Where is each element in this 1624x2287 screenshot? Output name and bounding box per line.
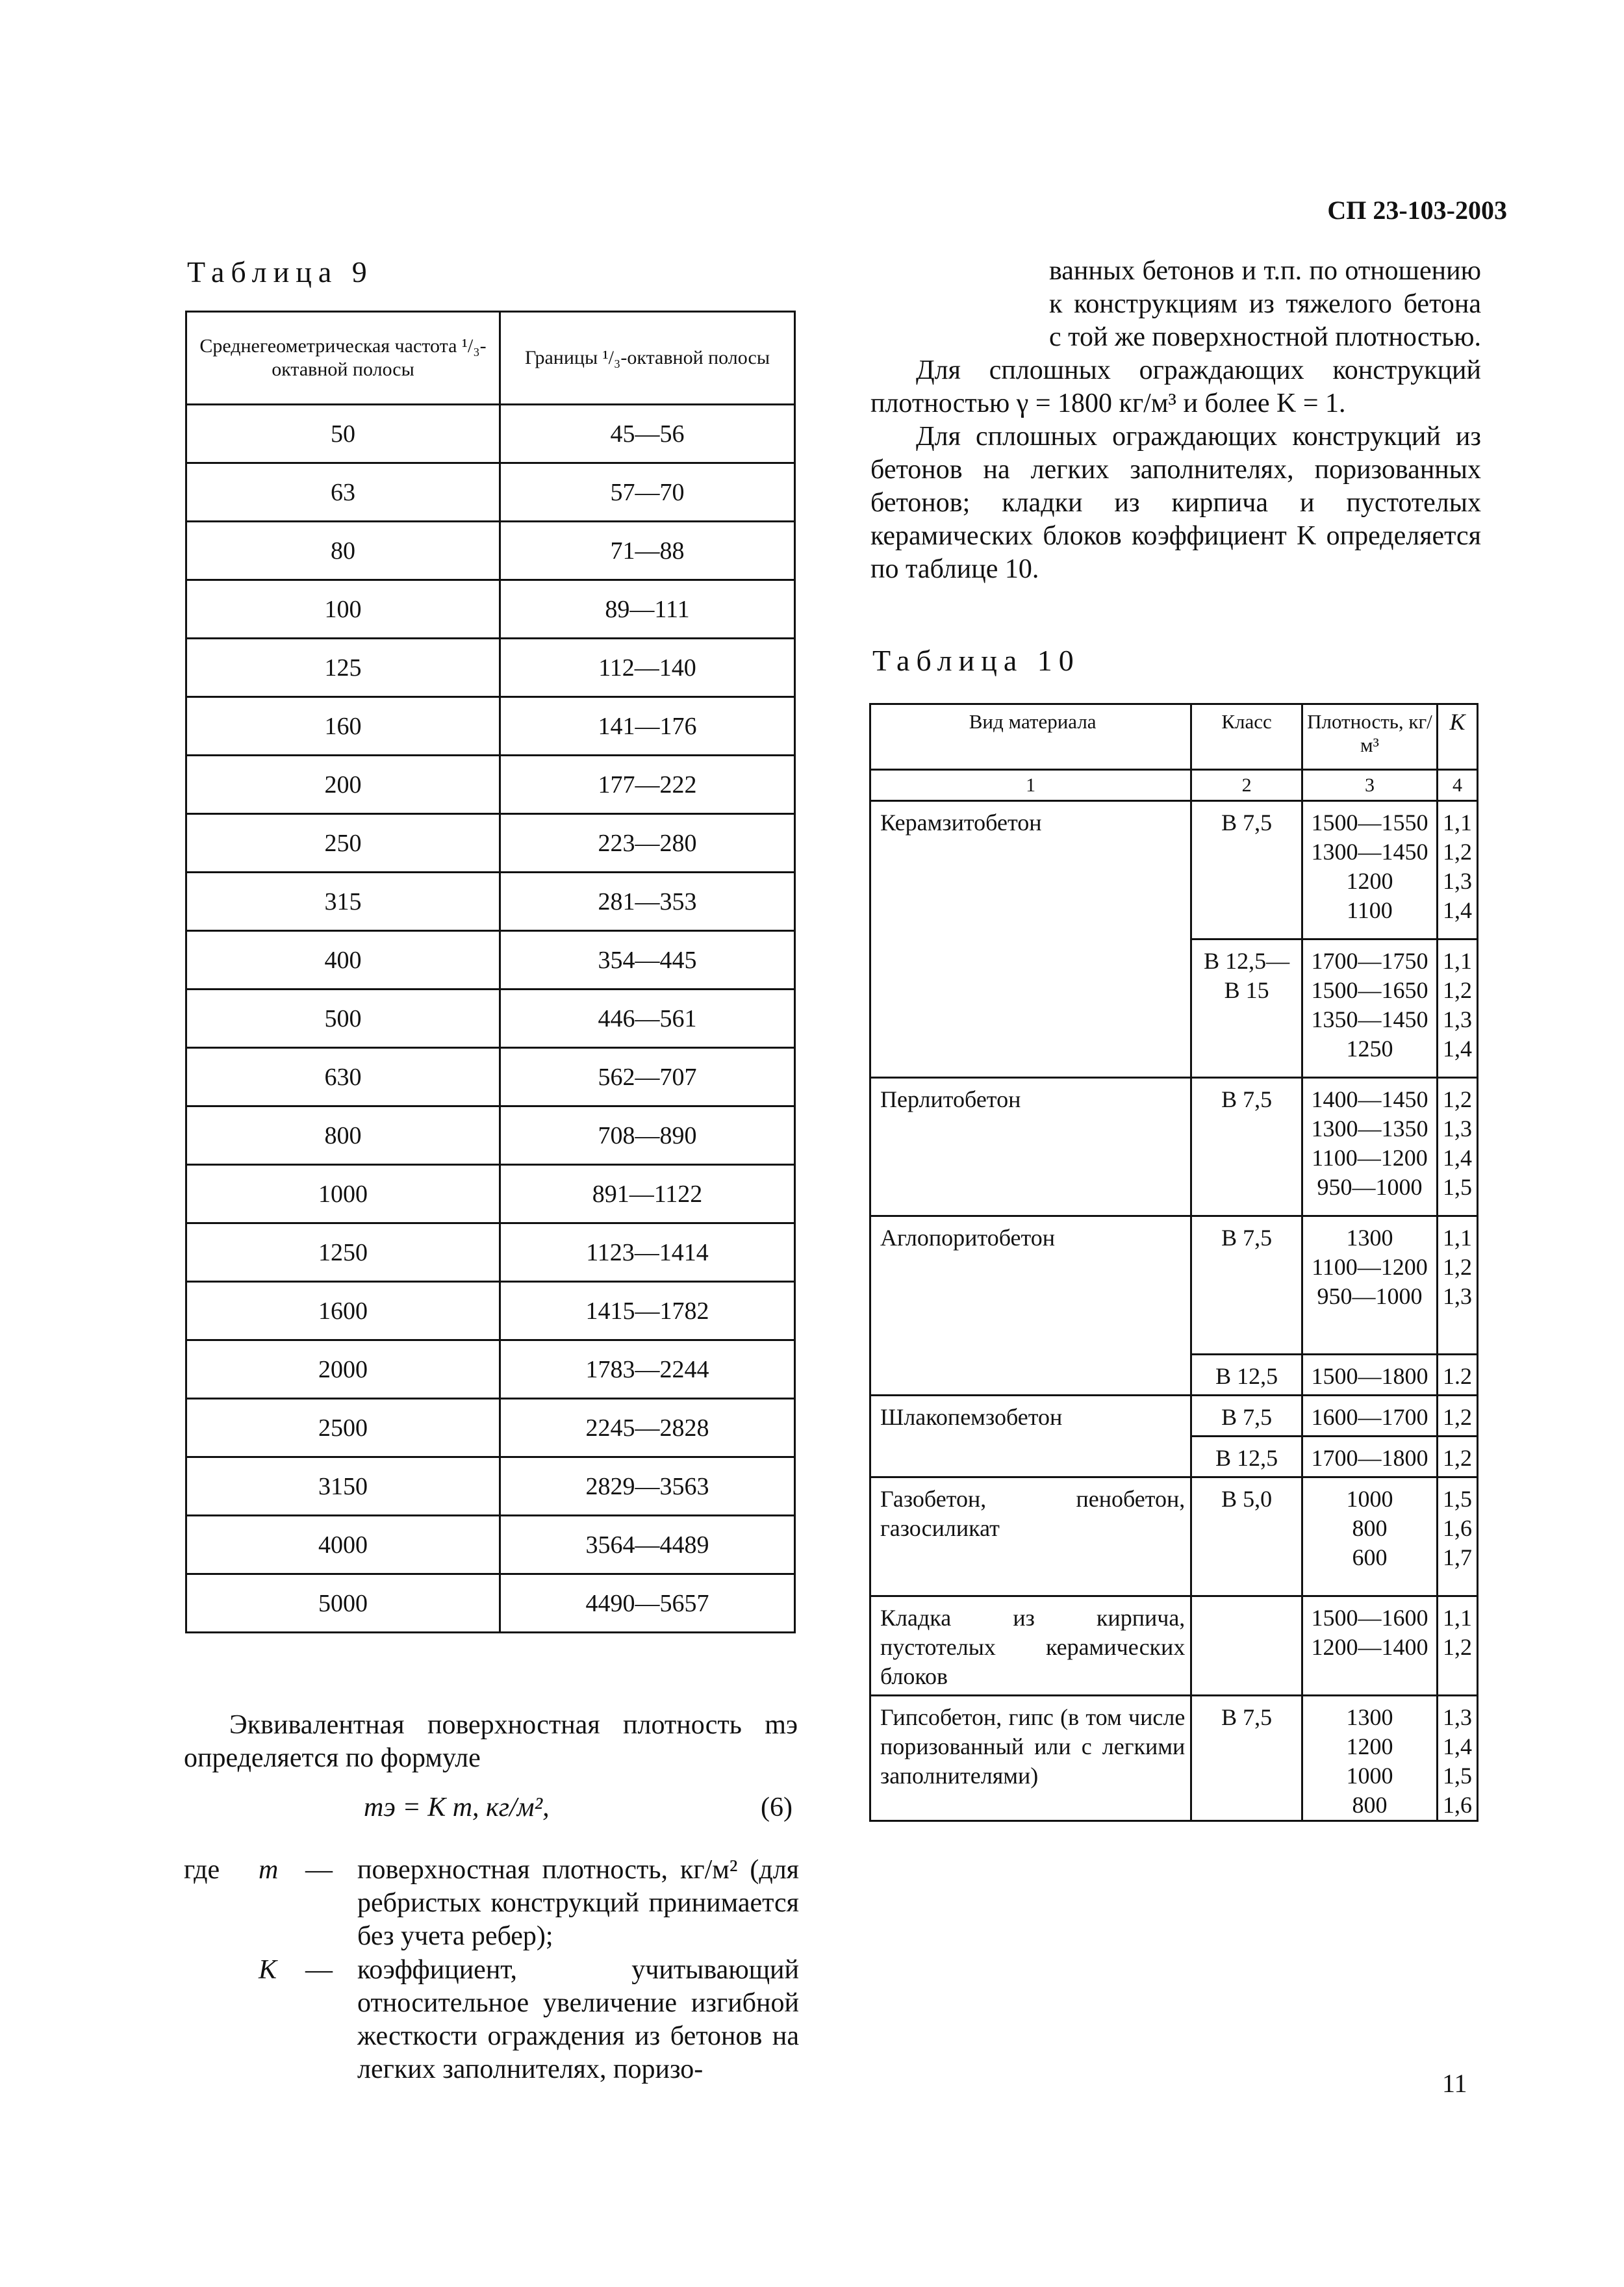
frequency-cell: 4000	[186, 1516, 500, 1574]
frequency-cell: 630	[186, 1048, 500, 1106]
density-cell: 1500—1600 1200—1400	[1302, 1596, 1437, 1696]
table-row	[186, 1340, 795, 1399]
equivalent-density-intro	[184, 1709, 798, 1775]
table-row	[186, 990, 795, 1048]
equivalent-density-text: Эквивалентная поверхностная плотность mэ определяется по формуле	[184, 1710, 798, 1773]
density-cell: 1700—1800	[1302, 1437, 1437, 1477]
table-row	[870, 801, 1478, 939]
band-bounds-cell: 891—1122	[500, 1165, 795, 1223]
table-row	[186, 931, 795, 990]
table-row	[186, 1223, 795, 1282]
density-cell: 1300 1200 1000 800	[1302, 1696, 1437, 1821]
band-bounds-cell: 1783—2244	[500, 1340, 795, 1399]
table-row	[870, 1596, 1478, 1696]
band-bounds-cell: 71—88	[500, 522, 795, 580]
material-cell: Перлитобетон	[870, 1078, 1191, 1216]
density-cell: 1300 1100—1200 950—1000	[1302, 1216, 1437, 1355]
band-bounds-cell: 2829—3563	[500, 1457, 795, 1516]
table9-caption: Таблица 9	[187, 255, 374, 288]
table-row	[186, 814, 795, 873]
frequency-cell: 315	[186, 873, 500, 931]
table-row	[186, 1457, 795, 1516]
table10-caption: Таблица 10	[872, 644, 1080, 677]
table10-colnum: 1	[870, 770, 1191, 801]
band-bounds-cell: 281—353	[500, 873, 795, 931]
table10-colnum: 3	[1302, 770, 1437, 801]
band-bounds-cell: 141—176	[500, 697, 795, 756]
frequency-cell: 3150	[186, 1457, 500, 1516]
band-bounds-cell: 57—70	[500, 463, 795, 522]
k-cell: 1,3 1,4 1,5 1,6	[1438, 1696, 1478, 1821]
table9-header-frequency: Среднегеометрическая частота ¹/₃-октавной полосы	[186, 312, 500, 405]
table-row	[186, 1048, 795, 1106]
table-row	[186, 463, 795, 522]
band-bounds-cell: 354—445	[500, 931, 795, 990]
def-text-m: поверхностная плотность, кг/м² (для ребристых конструкций принимается без учета ребер);	[357, 1855, 799, 1951]
table-row	[186, 697, 795, 756]
band-bounds-cell: 1415—1782	[500, 1282, 795, 1340]
frequency-cell: 1600	[186, 1282, 500, 1340]
paragraph-k-table-ref: Для сплошных ограждающих конструкций из бетонов на легких заполнителях, поризованных бетонов; кладки из кирпича и пустотелых керамических блоков коэффициент K определяется по таблице 10.	[870, 422, 1481, 584]
class-cell: В 7,5	[1191, 1216, 1302, 1355]
frequency-cell: 50	[186, 405, 500, 463]
table10-header-density: Плотность, кг/м³	[1302, 704, 1437, 770]
density-cell: 1600—1700	[1302, 1396, 1437, 1437]
class-cell: В 12,5	[1191, 1437, 1302, 1477]
band-bounds-cell: 112—140	[500, 639, 795, 697]
table-row	[870, 1477, 1478, 1596]
def-dash: —	[305, 1855, 333, 1885]
band-bounds-cell: 177—222	[500, 756, 795, 814]
k-cell: 1,1 1,2	[1438, 1596, 1478, 1696]
class-cell: В 12,5	[1191, 1355, 1302, 1396]
table-row	[186, 522, 795, 580]
band-bounds-cell: 708—890	[500, 1106, 795, 1165]
table-row	[870, 1396, 1478, 1437]
material-cell: Аглопоритобетон	[870, 1216, 1191, 1396]
where-label: где	[184, 1855, 220, 1885]
table10-header-k: K	[1438, 704, 1478, 770]
band-bounds-cell: 562—707	[500, 1048, 795, 1106]
material-cell: Кладка из кирпича, пустотелых керамических блоков	[870, 1596, 1191, 1696]
table-row	[870, 1696, 1478, 1821]
class-cell	[1191, 1596, 1302, 1696]
frequency-cell: 5000	[186, 1574, 500, 1633]
table10-header-class: Класс	[1191, 704, 1302, 770]
band-bounds-cell: 1123—1414	[500, 1223, 795, 1282]
def-text-k: коэффициент, учитывающий относительное увеличение изгибной жесткости ограждения из бетонов на легких заполнителях, поризо-	[357, 1955, 799, 2084]
density-cell: 1500—1550 1300—1450 1200 1100	[1302, 801, 1437, 939]
frequency-cell: 80	[186, 522, 500, 580]
k-cell: 1,2 1,3 1,4 1,5	[1438, 1078, 1478, 1216]
class-cell: В 12,5— В 15	[1191, 939, 1302, 1078]
frequency-cell: 100	[186, 580, 500, 639]
density-cell: 1400—1450 1300—1350 1100—1200 950—1000	[1302, 1078, 1437, 1216]
frequency-cell: 200	[186, 756, 500, 814]
table-row	[186, 405, 795, 463]
material-cell: Гипсобетон, гипс (в том числе поризованный или с легкими заполнителями)	[870, 1696, 1191, 1821]
density-cell: 1000 800 600	[1302, 1477, 1437, 1596]
frequency-cell: 500	[186, 990, 500, 1048]
table10-colnum: 4	[1438, 770, 1478, 801]
material-cell: Газобетон, пенобетон, газосиликат	[870, 1477, 1191, 1596]
table-row	[186, 639, 795, 697]
band-bounds-cell: 45—56	[500, 405, 795, 463]
class-cell: В 7,5	[1191, 1396, 1302, 1437]
material-cell: Шлакопемзобетон	[870, 1396, 1191, 1477]
table-row	[186, 873, 795, 931]
band-bounds-cell: 89—111	[500, 580, 795, 639]
frequency-cell: 2500	[186, 1399, 500, 1457]
class-cell: В 7,5	[1191, 1696, 1302, 1821]
def-symbol-m: m	[259, 1855, 279, 1885]
page-number: 11	[1442, 2069, 1467, 2098]
class-cell: В 7,5	[1191, 801, 1302, 939]
frequency-cell: 125	[186, 639, 500, 697]
k-cell: 1.2	[1438, 1355, 1478, 1396]
band-bounds-cell: 223—280	[500, 814, 795, 873]
frequency-cell: 250	[186, 814, 500, 873]
k-cell: 1,1 1,2 1,3 1,4	[1438, 801, 1478, 939]
table10-header-material: Вид материала	[870, 704, 1191, 770]
material-cell: Керамзитобетон	[870, 801, 1191, 1078]
k-cell: 1,1 1,2 1,3	[1438, 1216, 1478, 1355]
class-cell: В 7,5	[1191, 1078, 1302, 1216]
k-cell: 1,1 1,2 1,3 1,4	[1438, 939, 1478, 1078]
paragraph-continuation: ванных бетонов и т.п. по отношению к конструкциям из тяжелого бетона с той же поверхностной плотностью.	[1049, 256, 1481, 352]
def-dash: —	[305, 1955, 333, 1985]
frequency-cell: 400	[186, 931, 500, 990]
k-cell: 1,2	[1438, 1396, 1478, 1437]
table9	[185, 311, 796, 1633]
formula-number: (6)	[761, 1793, 793, 1822]
frequency-cell: 1000	[186, 1165, 500, 1223]
table-row	[186, 1282, 795, 1340]
band-bounds-cell: 3564—4489	[500, 1516, 795, 1574]
table-row	[186, 1574, 795, 1633]
table9-header-bounds: Границы ¹/₃-октавной полосы	[500, 312, 795, 405]
table-row	[870, 1216, 1478, 1355]
right-column-text	[870, 255, 1481, 586]
def-symbol-k: K	[259, 1955, 277, 1985]
frequency-cell: 2000	[186, 1340, 500, 1399]
density-cell: 1500—1800	[1302, 1355, 1437, 1396]
formula-text: mэ = K m, кг/м²,	[364, 1793, 550, 1822]
k-cell: 1,2	[1438, 1437, 1478, 1477]
class-cell: В 5,0	[1191, 1477, 1302, 1596]
table-row	[186, 1106, 795, 1165]
frequency-cell: 800	[186, 1106, 500, 1165]
table10-colnum: 2	[1191, 770, 1302, 801]
band-bounds-cell: 2245—2828	[500, 1399, 795, 1457]
frequency-cell: 1250	[186, 1223, 500, 1282]
table-row	[186, 580, 795, 639]
table-row	[186, 1399, 795, 1457]
table10	[869, 703, 1478, 1822]
k-cell: 1,5 1,6 1,7	[1438, 1477, 1478, 1596]
frequency-cell: 63	[186, 463, 500, 522]
density-cell: 1700—1750 1500—1650 1350—1450 1250	[1302, 939, 1437, 1078]
document-code: СП 23-103-2003	[1327, 196, 1507, 225]
table-row	[186, 756, 795, 814]
paragraph-k-equals-one: Для сплошных ограждающих конструкций плотностью γ = 1800 кг/м³ и более K = 1.	[870, 355, 1481, 418]
table-row	[186, 1516, 795, 1574]
formula-6	[364, 1792, 793, 1823]
band-bounds-cell: 4490—5657	[500, 1574, 795, 1633]
band-bounds-cell: 446—561	[500, 990, 795, 1048]
table-row	[186, 1165, 795, 1223]
table-row	[870, 1078, 1478, 1216]
frequency-cell: 160	[186, 697, 500, 756]
